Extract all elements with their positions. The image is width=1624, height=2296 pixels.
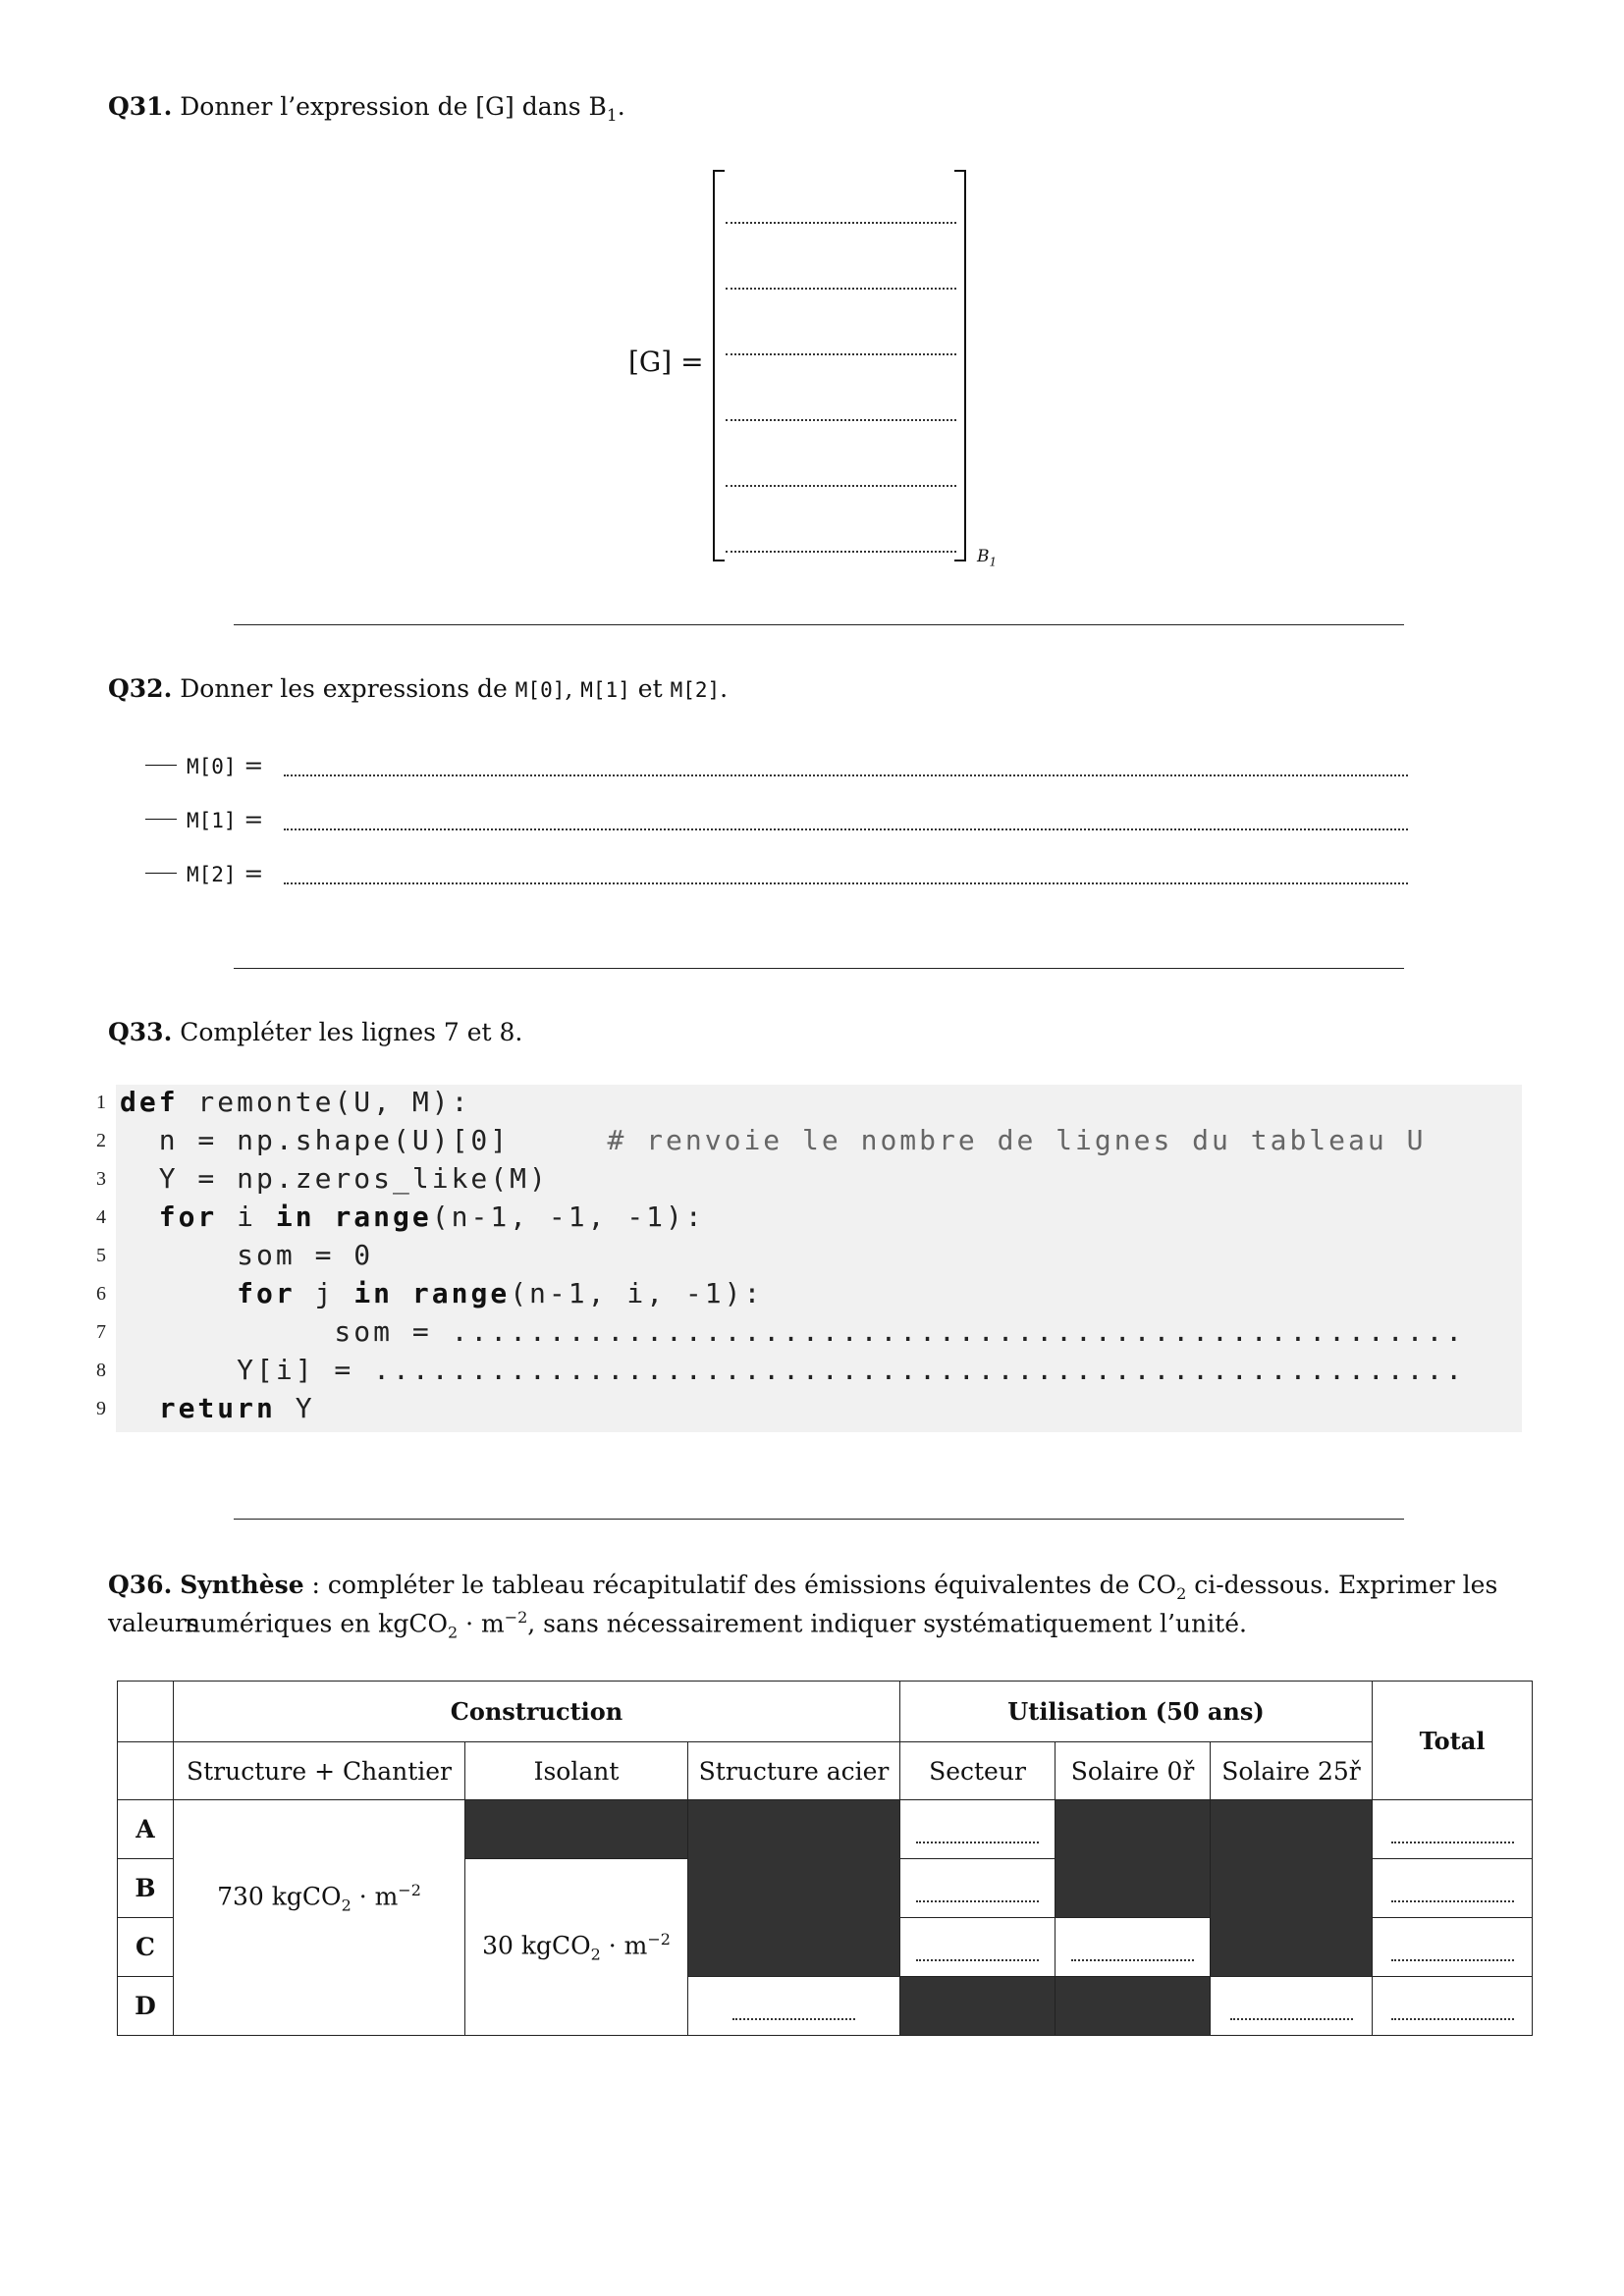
blank-secteur-a[interactable]	[900, 1800, 1056, 1859]
matrix-label: [G] =	[628, 346, 704, 378]
q36-title: Q36. Synthèse : compléter le tableau récapitulatif des émissions équivalentes de $CO_2$ ci-dessous. Exprimer les valeurs	[108, 1571, 1498, 1637]
blank-total-c[interactable]	[1373, 1918, 1533, 1977]
matrix-blank-row[interactable]	[726, 551, 956, 553]
code-comment: # renvoie le nombre de lignes du tableau U	[510, 1124, 1427, 1156]
code-line-6: for j in range(n-1, i, -1):	[237, 1277, 764, 1309]
synthesis-table	[117, 1681, 1533, 2036]
blank-secteur-c[interactable]	[900, 1918, 1056, 1977]
disabled-cell	[1211, 1800, 1373, 1977]
disabled-cell	[1056, 1977, 1211, 2036]
value-structure-chantier: 730 kgCO$_2$ · $m^{-2}$	[174, 1800, 465, 2036]
blank-solaire25-d[interactable]	[1211, 1977, 1373, 2036]
corner-cell	[118, 1742, 174, 1800]
code-line-2: n = np.shape(U)[0] # renvoie le nombre de lignes du tableau U	[120, 1124, 1427, 1156]
line-number: 5	[96, 1245, 106, 1266]
answer-blank-m0[interactable]	[284, 774, 1408, 776]
code-line-1: def remonte(U, M):	[120, 1086, 471, 1118]
disabled-cell	[688, 1800, 900, 1977]
code-line-8-blank[interactable]: Y[i] = ........................................................	[120, 1354, 1466, 1386]
subheader-structure-acier: Structure acier	[688, 1742, 900, 1800]
q31-text: Donner l’expression de [G] dans $B_1$.	[180, 92, 625, 126]
line-number: 6	[96, 1283, 106, 1305]
q32-item-m2: M[2] =	[145, 860, 263, 889]
matrix-right-bracket	[954, 170, 966, 561]
q36-title-line2: numériques en kgCO$_2$ · $m^{-2}$, sans nécessairement indiquer systématiquement l’unité.	[185, 1608, 1247, 1642]
header-utilisation: Utilisation (50 ans)	[900, 1682, 1373, 1742]
blank-secteur-b[interactable]	[900, 1859, 1056, 1918]
matrix-basis: $B_1$	[977, 547, 998, 569]
subheader-solaire-0: Solaire 0ř	[1056, 1742, 1211, 1800]
dash-bullet	[145, 873, 177, 874]
disabled-cell	[465, 1800, 688, 1859]
header-total: Total	[1373, 1682, 1533, 1800]
subheader-solaire-25: Solaire 25ř	[1211, 1742, 1373, 1800]
line-number: 9	[96, 1398, 106, 1419]
q33-number: Q33.	[108, 1018, 173, 1046]
line-number: 2	[96, 1130, 106, 1151]
row-label-c: C	[118, 1918, 174, 1977]
dash-bullet	[145, 819, 177, 820]
blank-structure-acier-d[interactable]	[688, 1977, 900, 2036]
disabled-cell	[900, 1977, 1056, 2036]
row-label-d: D	[118, 1977, 174, 2036]
q32-number: Q32.	[108, 674, 173, 703]
dash-bullet	[145, 765, 177, 766]
section-divider	[234, 1519, 1404, 1520]
line-number: 7	[96, 1321, 106, 1343]
q32-title: Q32. Donner les expressions de M[0], M[1] et M[2].	[108, 674, 729, 703]
answer-blank-m1[interactable]	[284, 828, 1408, 830]
subheader-secteur: Secteur	[900, 1742, 1056, 1800]
blank-solaire0-c[interactable]	[1056, 1918, 1211, 1977]
corner-cell	[118, 1682, 174, 1742]
line-number: 4	[96, 1206, 106, 1228]
q36-number: Q36.	[108, 1571, 173, 1599]
matrix-blank-row[interactable]	[726, 288, 956, 290]
answer-blank-m2[interactable]	[284, 882, 1408, 884]
code-line-9: return Y	[158, 1392, 315, 1424]
code-line-3: Y = np.zeros_like(M)	[120, 1162, 549, 1195]
matrix-blank-row[interactable]	[726, 485, 956, 487]
row-label-a: A	[118, 1800, 174, 1859]
code-line-5: som = 0	[120, 1239, 374, 1271]
q32-item-m1: M[1] =	[145, 806, 263, 835]
q31-number: Q31.	[108, 92, 173, 121]
matrix-left-bracket	[713, 170, 725, 561]
disabled-cell	[1056, 1800, 1211, 1918]
blank-total-b[interactable]	[1373, 1859, 1533, 1918]
subheader-isolant: Isolant	[465, 1742, 688, 1800]
line-number: 1	[96, 1092, 106, 1113]
value-isolant: 30 kgCO$_2$ · $m^{-2}$	[465, 1859, 688, 2036]
header-construction: Construction	[174, 1682, 900, 1742]
row-label-b: B	[118, 1859, 174, 1918]
section-divider	[234, 968, 1404, 969]
line-number: 3	[96, 1168, 106, 1190]
code-line-7-blank[interactable]: som = ....................................................	[120, 1315, 1466, 1348]
matrix-blank-row[interactable]	[726, 222, 956, 224]
subheader-structure-chantier: Structure + Chantier	[174, 1742, 465, 1800]
q31-title	[108, 92, 625, 131]
line-number: 8	[96, 1360, 106, 1381]
matrix-blank-row[interactable]	[726, 353, 956, 355]
section-divider	[234, 624, 1404, 625]
code-line-4: for i in range(n-1, -1, -1):	[158, 1201, 705, 1233]
matrix-blank-row[interactable]	[726, 419, 956, 421]
blank-total-d[interactable]	[1373, 1977, 1533, 2036]
q32-item-m0: M[0] =	[145, 752, 263, 781]
blank-total-a[interactable]	[1373, 1800, 1533, 1859]
q33-title: Q33. Compléter les lignes 7 et 8.	[108, 1018, 523, 1046]
